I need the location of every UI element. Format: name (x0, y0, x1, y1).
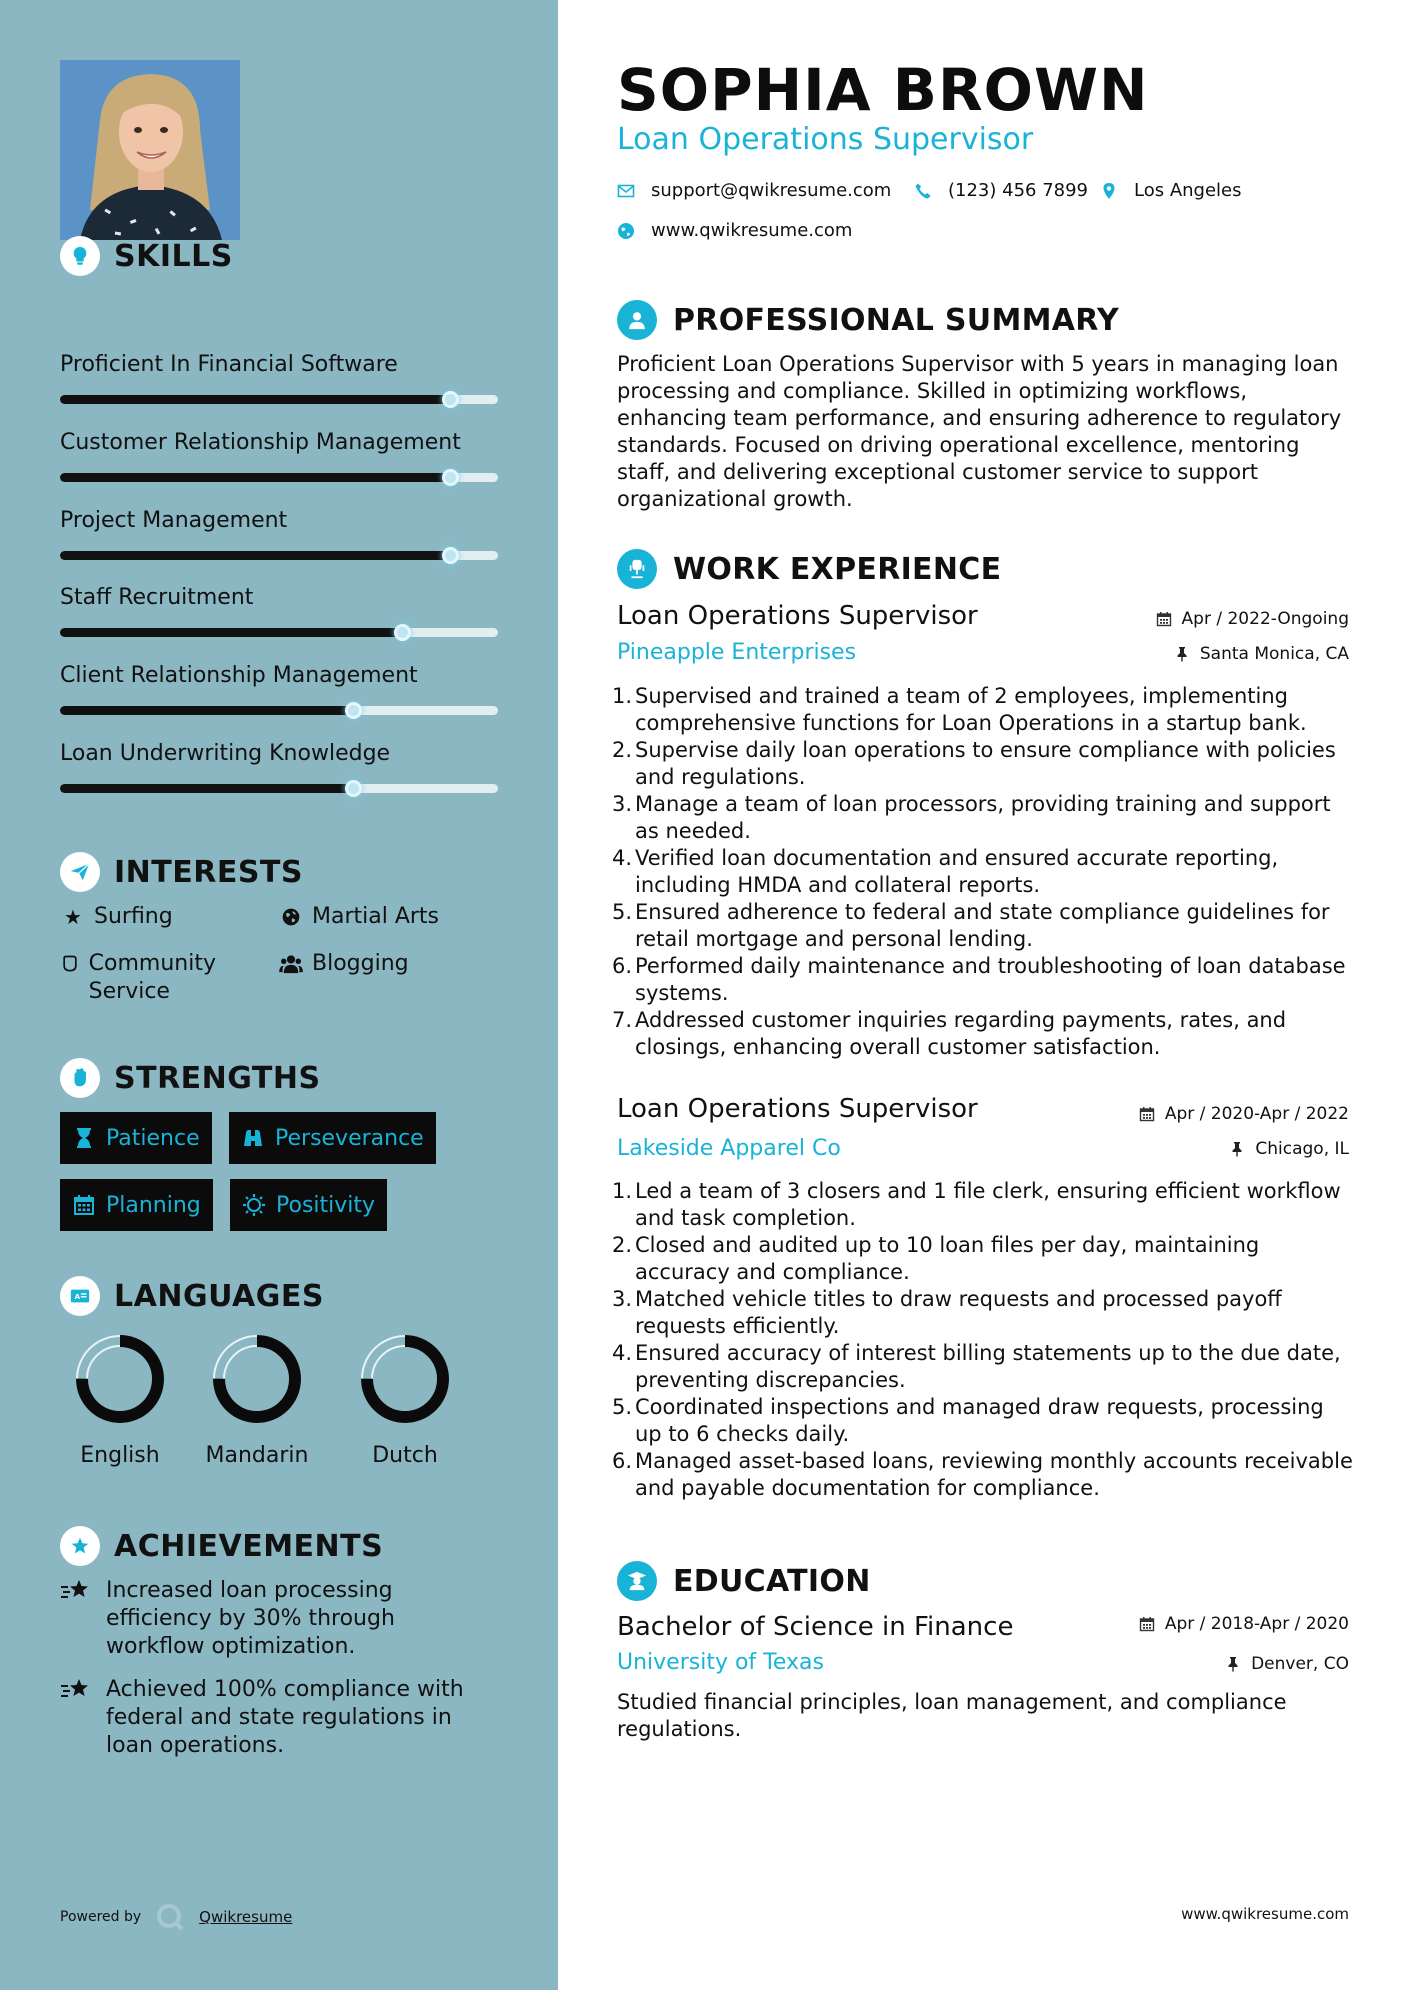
job-bullet-text: Addressed customer inquiries regarding payments, rates, and closings, enhancing overall customer satisfaction. (635, 1008, 1287, 1059)
graduate-icon (617, 1561, 657, 1601)
education-degree: Bachelor of Science in Finance (617, 1612, 1014, 1642)
skill-bar-track (60, 395, 498, 404)
language-item (350, 1331, 460, 1468)
calendar-icon (1139, 1106, 1155, 1122)
achievement-text: Achieved 100% compliance with federal and state regulations in loan operations. (106, 1677, 464, 1758)
powered-by-label: Powered by (60, 1909, 142, 1925)
job-bullet-item (612, 1007, 1357, 1061)
skill-item (60, 508, 498, 560)
job-location-text: Chicago, IL (1255, 1139, 1349, 1159)
skills-title: SKILLS (114, 238, 233, 274)
contact-location (1100, 180, 1242, 201)
job-bullet-item (612, 1286, 1357, 1340)
strength-chip-patience (60, 1112, 212, 1164)
contact-phone-text: (123) 456 7899 (948, 180, 1089, 201)
job-bullet-number: 3. (612, 792, 633, 816)
job-bullet-item (612, 953, 1357, 1007)
job-bullet-item (612, 683, 1357, 737)
skill-bar-knob (442, 547, 459, 564)
job-bullet-text: Manage a team of loan processors, providing training and support as needed. (635, 792, 1331, 843)
sidebar (0, 0, 558, 1990)
users-icon (278, 950, 304, 981)
job-bullet-number: 3. (612, 1287, 633, 1311)
skill-bar-fill (60, 628, 402, 637)
job-bullet-item (612, 1394, 1357, 1448)
job-bullet-item (612, 845, 1357, 899)
skill-label: Loan Underwriting Knowledge (60, 741, 391, 766)
job-bullet-text: Supervised and trained a team of 2 employees, implementing comprehensive functions for Loan Operations in a startup bank. (635, 684, 1307, 735)
skill-bar-fill (60, 551, 450, 560)
job-bullets (612, 1178, 1357, 1502)
skill-bar-fill (60, 706, 353, 715)
interest-label: Blogging (312, 951, 409, 976)
job-dates (1156, 609, 1349, 629)
job-title: Loan Operations Supervisor (617, 601, 978, 631)
skill-bar-track (60, 706, 498, 715)
lightbulb-icon (60, 236, 100, 276)
achievement-item (60, 1577, 500, 1661)
skill-item (60, 430, 498, 482)
skill-item (60, 663, 498, 715)
job-location (1229, 1139, 1349, 1159)
interest-item (278, 903, 439, 934)
language-card-icon (60, 1276, 100, 1316)
shooting-star-icon (60, 1676, 92, 1704)
fist-icon (60, 1058, 100, 1098)
contact-email[interactable] (617, 180, 891, 201)
skill-label: Staff Recruitment (60, 585, 254, 610)
language-level-ring (209, 1331, 305, 1427)
language-level-ring (72, 1331, 168, 1427)
job-bullet-text: Ensured accuracy of interest billing statements up to the due date, preventing discrepancies. (635, 1341, 1341, 1392)
job-bullet-number: 1. (612, 684, 633, 708)
job-bullet-text: Ensured adherence to federal and state compliance guidelines for retail mortgage and personal lending. (635, 900, 1330, 951)
skill-label: Proficient In Financial Software (60, 352, 398, 377)
globe-icon (617, 222, 635, 240)
summary-heading (617, 300, 1119, 340)
user-icon (617, 300, 657, 340)
job-bullet-number: 2. (612, 1233, 633, 1257)
skills-heading (60, 236, 233, 276)
powered-by (60, 1902, 292, 1932)
education-heading (617, 1561, 871, 1601)
skill-bar-knob (442, 469, 459, 486)
job-company: Lakeside Apparel Co (617, 1136, 841, 1161)
calendar-icon (1156, 611, 1172, 627)
summary-text: Proficient Loan Operations Supervisor with 5 years in managing loan processing and compliance. Skilled in optimizing workflows, enhancing team performance, and ensuring adherence to regulatory standards. Focused on driving operational excellence, mentoring staff, and delivering exceptional customer service to support organizational growth. (617, 352, 1342, 511)
sun-icon (242, 1193, 266, 1217)
education-dates (1139, 1614, 1349, 1634)
languages-title: LANGUAGES (114, 1278, 324, 1314)
envelope-icon (617, 182, 635, 200)
interest-item (60, 903, 173, 931)
calendar-icon (72, 1193, 96, 1217)
interest-label: Martial Arts (312, 904, 440, 929)
job-title: Loan Operations Supervisor (617, 1094, 978, 1124)
education-school: University of Texas (617, 1650, 824, 1675)
job-bullet-item (612, 1340, 1357, 1394)
job-location-text: Santa Monica, CA (1199, 644, 1349, 664)
paper-plane-icon (60, 852, 100, 892)
skill-bar-knob (345, 702, 362, 719)
contact-website[interactable] (617, 220, 852, 241)
skill-bar-fill (60, 395, 450, 404)
skill-bar-knob (345, 780, 362, 797)
education-title: EDUCATION (673, 1563, 871, 1599)
job-bullet-text: Matched vehicle titles to draw requests and processed payoff requests efficiently. (635, 1287, 1282, 1338)
job-bullet-item (612, 1448, 1357, 1502)
job-bullet-number: 2. (612, 738, 633, 762)
strength-chip-planning (60, 1179, 213, 1231)
pushpin-icon (1229, 1141, 1245, 1157)
pushpin-icon (1225, 1656, 1241, 1672)
trophy-star-icon (60, 1526, 100, 1566)
skill-bar-fill (60, 473, 450, 482)
job-bullet-text: Led a team of 3 closers and 1 file clerk, ensuring efficient workflow and task completion. (635, 1179, 1341, 1230)
achievements-heading (60, 1526, 383, 1566)
profile-photo (60, 60, 240, 240)
job-location (1174, 644, 1349, 664)
job-bullet-number: 5. (612, 900, 633, 924)
contact-location-text: Los Angeles (1134, 180, 1242, 201)
job-bullet-number: 1. (612, 1179, 633, 1203)
language-item (202, 1331, 312, 1468)
strength-label: Patience (106, 1125, 200, 1151)
strengths-title: STRENGTHS (114, 1060, 321, 1096)
pushpin-icon (1174, 646, 1190, 662)
job-bullet-text: Verified loan documentation and ensured accurate reporting, including HMDA and collateral reports. (635, 846, 1279, 897)
language-item (65, 1331, 175, 1468)
language-label: Mandarin (205, 1443, 309, 1468)
interests-heading (60, 852, 303, 892)
powered-by-brand-link[interactable]: Qwikresume (199, 1908, 293, 1926)
education-dates-text: Apr / 2018-Apr / 2020 (1164, 1614, 1349, 1634)
job-bullet-number: 4. (612, 846, 633, 870)
job-bullet-text: Performed daily maintenance and troubleshooting of loan database systems. (635, 954, 1346, 1005)
language-label: English (80, 1443, 160, 1468)
contact-email-text: support@qwikresume.com (651, 180, 892, 201)
language-label: Dutch (372, 1443, 438, 1468)
strength-label: Positivity (276, 1192, 376, 1218)
strength-chip-perseverance (229, 1112, 436, 1164)
skill-label: Project Management (60, 508, 288, 533)
experience-title: WORK EXPERIENCE (673, 551, 1002, 587)
svg-text:A: A (74, 1291, 81, 1301)
job-bullet-number: 5. (612, 1395, 633, 1419)
job-bullet-text: Closed and audited up to 10 loan files per day, maintaining accuracy and compliance. (635, 1233, 1260, 1284)
job-dates (1139, 1104, 1349, 1124)
job-dates-text: Apr / 2020-Apr / 2022 (1164, 1104, 1349, 1124)
experience-heading (617, 549, 1001, 589)
skill-bar-knob (394, 624, 411, 641)
qwikresume-logo-icon (155, 1902, 185, 1932)
language-level-ring (357, 1331, 453, 1427)
job-bullet-item (612, 899, 1357, 953)
achievement-item (60, 1676, 500, 1760)
education-location (1225, 1654, 1349, 1674)
achievements-title: ACHIEVEMENTS (114, 1528, 384, 1564)
candidate-name: SOPHIA BROWN (617, 56, 1149, 124)
skill-bar-fill (60, 784, 353, 793)
job-bullet-number: 6. (612, 954, 633, 978)
strength-label: Planning (106, 1192, 201, 1218)
contact-phone[interactable] (914, 180, 1088, 201)
contact-website-text: www.qwikresume.com (651, 220, 853, 241)
strengths-heading (60, 1058, 321, 1098)
job-bullet-number: 6. (612, 1449, 633, 1473)
education-description: Studied financial principles, loan management, and compliance regulations. (617, 1690, 1287, 1741)
shooting-star-icon (60, 1577, 92, 1605)
calendar-icon (1139, 1616, 1155, 1632)
interest-label: Community Service (88, 951, 216, 1004)
footer-website[interactable]: www.qwikresume.com (1181, 1905, 1349, 1923)
profile-photo-illustration (60, 60, 240, 240)
skill-bar-knob (442, 391, 459, 408)
skill-item (60, 585, 498, 637)
star-icon: ★ (64, 905, 82, 929)
job-bullet-text: Coordinated inspections and managed draw requests, processing up to 6 checks daily. (635, 1395, 1324, 1446)
skill-bar-track (60, 628, 498, 637)
interest-item (278, 950, 409, 981)
languages-heading (60, 1276, 324, 1316)
skill-bar-track (60, 473, 498, 482)
binoculars-icon (241, 1126, 265, 1150)
candidate-role: Loan Operations Supervisor (617, 122, 1034, 157)
strength-chip-positivity (230, 1179, 387, 1231)
skill-item (60, 352, 498, 404)
office-chair-icon (617, 549, 657, 589)
interest-label: Surfing (94, 904, 173, 929)
skill-label: Client Relationship Management (60, 663, 418, 688)
achievement-text: Increased loan processing efficiency by 30% through workflow optimization. (106, 1578, 395, 1659)
skill-bar-track (60, 551, 498, 560)
hand-icon (60, 950, 81, 981)
strength-label: Perseverance (275, 1125, 424, 1151)
interests-title: INTERESTS (114, 854, 303, 890)
map-pin-icon (1100, 182, 1118, 200)
job-bullets (612, 683, 1357, 1061)
globe-icon (278, 903, 304, 934)
summary-title: PROFESSIONAL SUMMARY (673, 302, 1120, 338)
job-bullet-text: Supervise daily loan operations to ensure compliance with policies and regulations. (635, 738, 1336, 789)
job-dates-text: Apr / 2022-Ongoing (1181, 609, 1349, 629)
job-bullet-number: 7. (612, 1008, 633, 1032)
skill-item (60, 741, 498, 793)
job-company: Pineapple Enterprises (617, 640, 857, 665)
job-bullet-item (612, 1178, 1357, 1232)
job-bullet-number: 4. (612, 1341, 633, 1365)
job-bullet-item (612, 1232, 1357, 1286)
education-location-text: Denver, CO (1251, 1654, 1349, 1674)
job-bullet-item (612, 791, 1357, 845)
skill-label: Customer Relationship Management (60, 430, 461, 455)
job-bullet-text: Managed asset-based loans, reviewing monthly accounts receivable and payable documentation for compliance. (635, 1449, 1353, 1500)
skill-bar-track (60, 784, 498, 793)
hourglass-icon (72, 1126, 96, 1150)
job-bullet-item (612, 737, 1357, 791)
interest-item (60, 950, 260, 1006)
phone-icon (914, 182, 932, 200)
